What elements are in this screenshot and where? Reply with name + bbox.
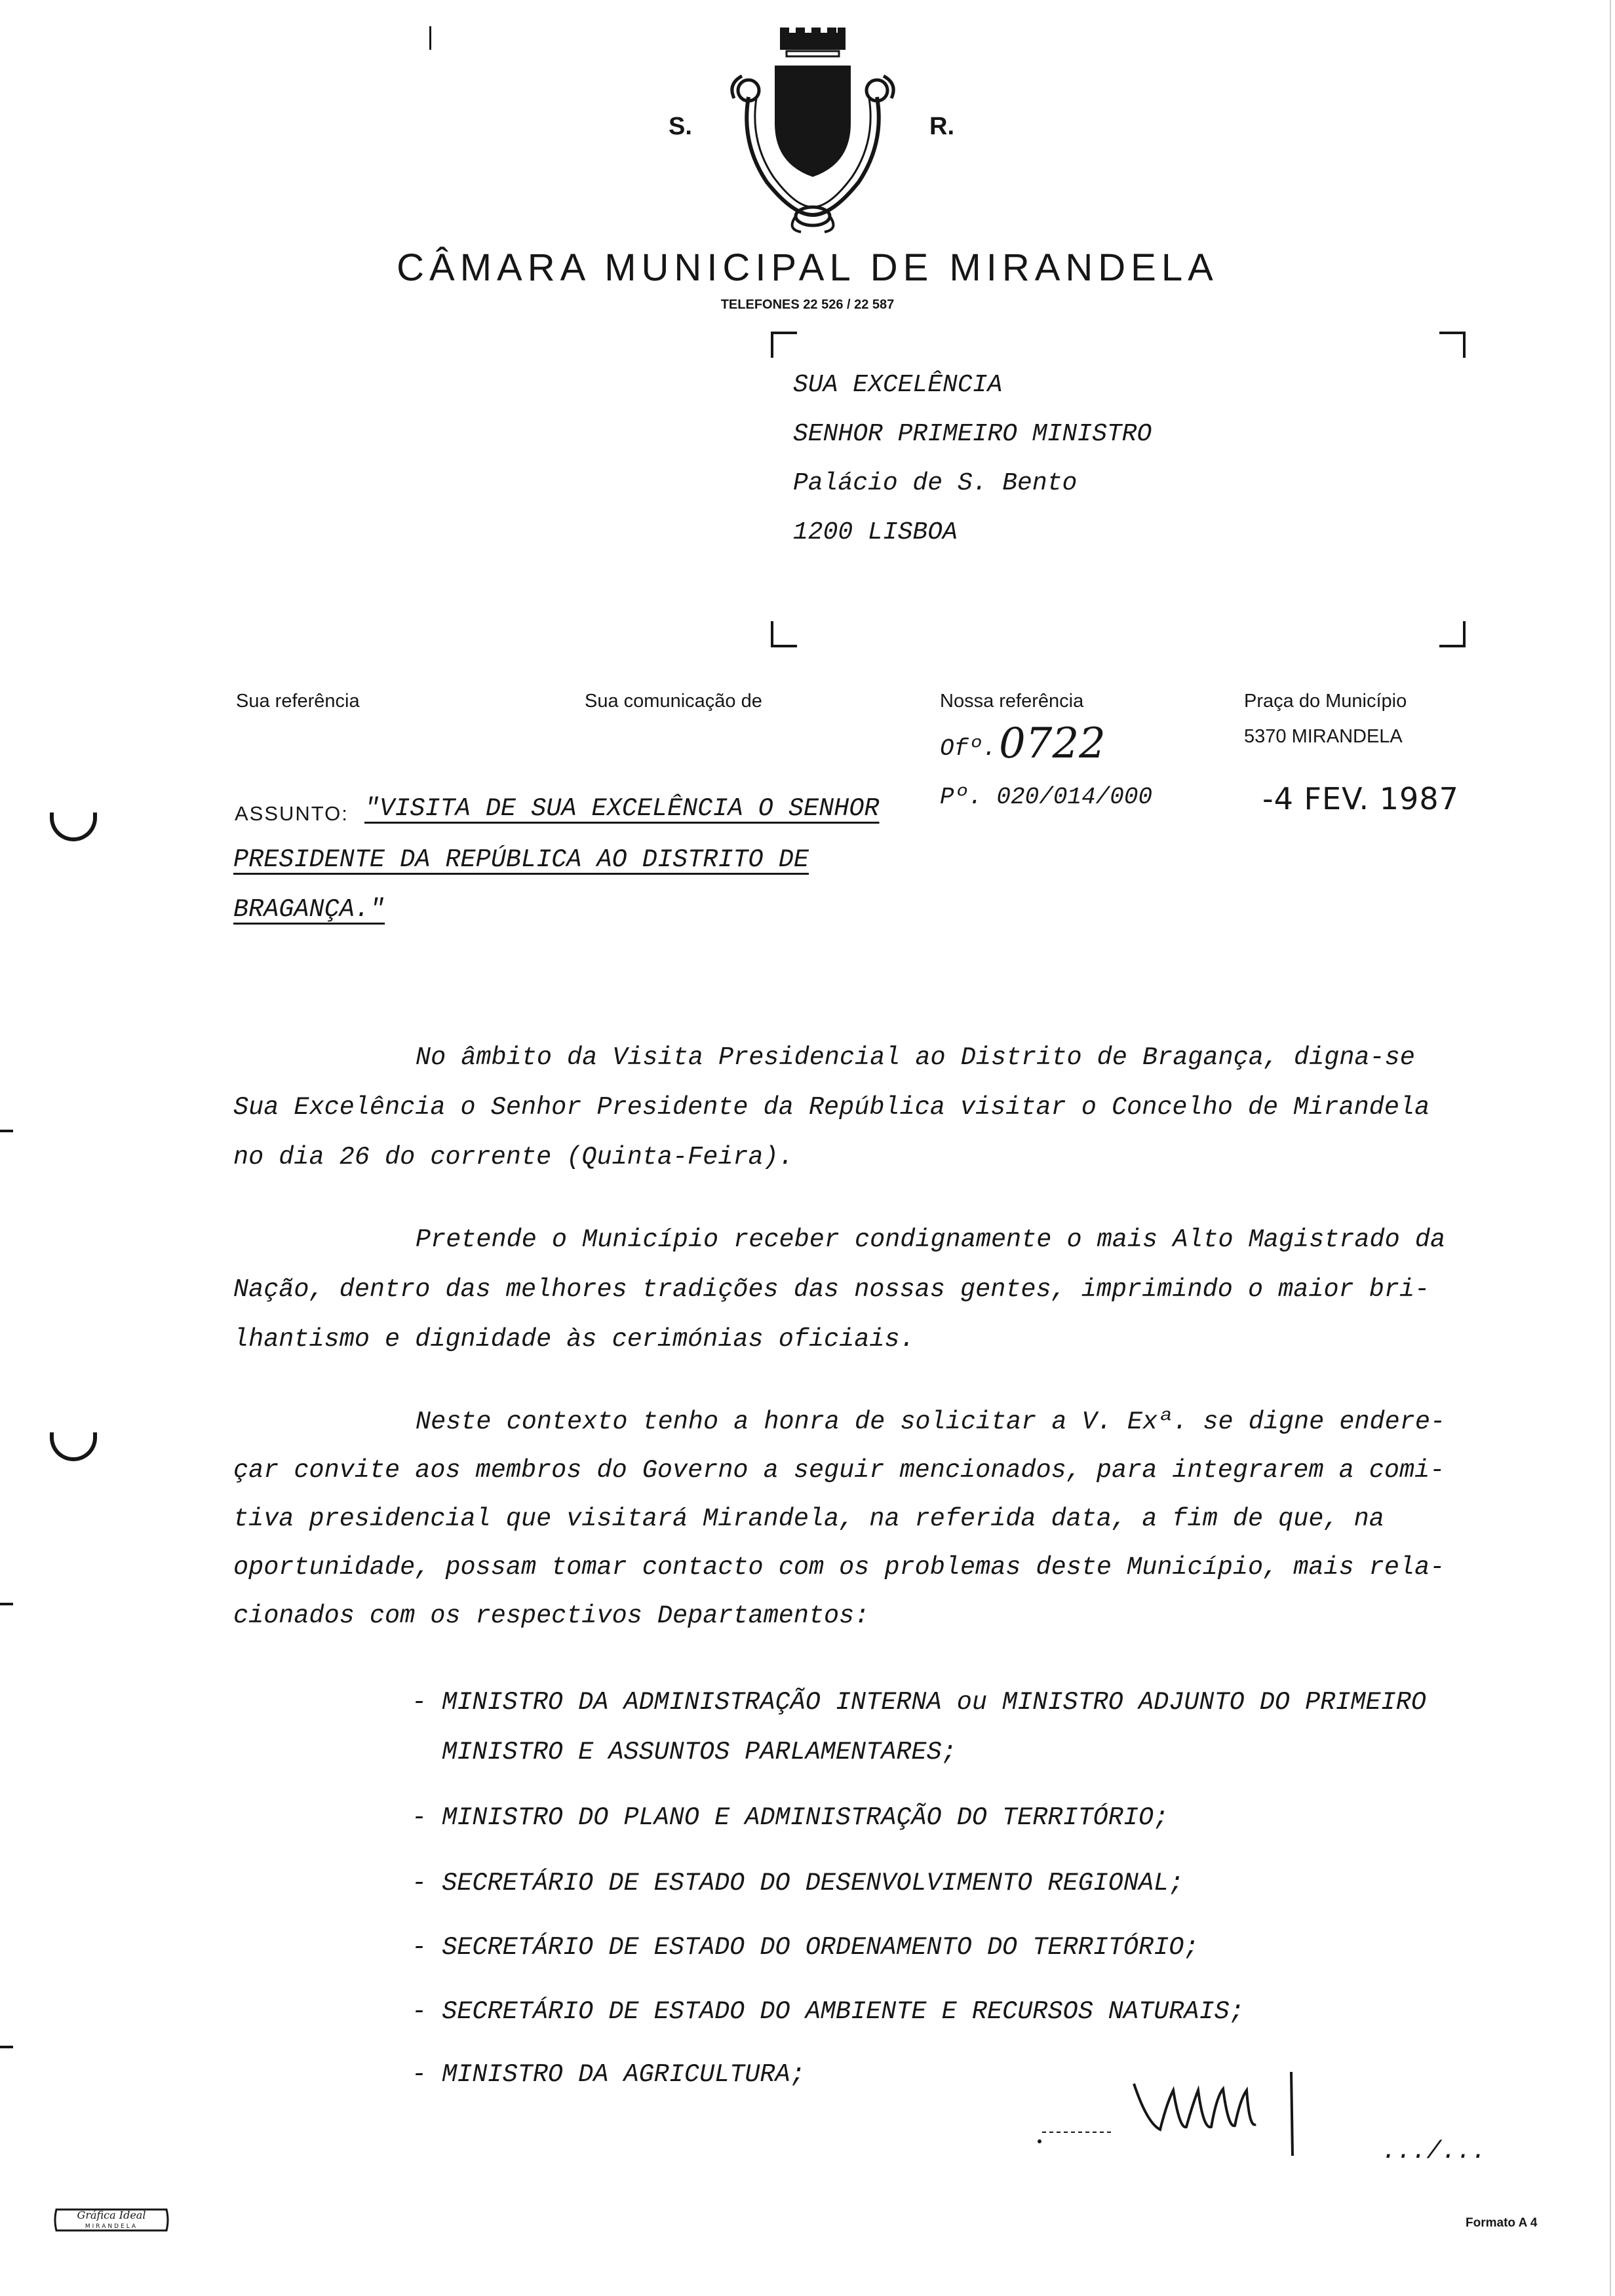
paragraph-1-line-3: no dia 26 do corrente (Quinta-Feira). [233, 1143, 794, 1172]
top-scan-mark [429, 26, 431, 50]
date-stamp: -4 FEV. 1987 [1262, 781, 1459, 816]
recipient-line-2: SENHOR PRIMEIRO MINISTRO [793, 420, 1152, 448]
subject-line-3: BRAGANÇA." [233, 895, 385, 924]
paragraph-3-line-3: tiva presidencial que visitará Mirandela, na referida data, a fim de que, na [233, 1504, 1384, 1533]
paragraph-2-line-1: Pretende o Município receber condignamente o mais Alto Magistrado da [416, 1225, 1446, 1254]
list-item-5: - SECRETÁRIO DE ESTADO DO AMBIENTE E RECURSOS NATURAIS; [412, 1997, 1245, 2026]
telephone-numbers: TELEFONES 22 526 / 22 587 [720, 297, 895, 312]
address-corner-top-right [1439, 332, 1466, 358]
paragraph-2-line-2: Nação, dentro das melhores tradições das nossas gentes, imprimindo o maior bri- [233, 1275, 1430, 1304]
list-item-6: - MINISTRO DA AGRICULTURA; [412, 2060, 806, 2089]
organization-name: CÂMARA MUNICIPAL DE MIRANDELA [397, 246, 1218, 289]
paragraph-1-line-2: Sua Excelência o Senhor Presidente da República visitar o Concelho de Mirandela [233, 1093, 1430, 1122]
your-reference-label: Sua referência [236, 691, 360, 712]
list-item-1-continued: MINISTRO E ASSUNTOS PARLAMENTARES; [412, 1738, 957, 1767]
paragraph-3-line-5: cionados com os respectivos Departamentos: [233, 1601, 870, 1630]
address-corner-bottom-left [771, 621, 797, 647]
continuation-marker: .../... [1382, 2137, 1487, 2166]
paragraph-2-line-3: lhantismo e dignidade às cerimónias oficiais. [233, 1325, 915, 1354]
paragraph-3-line-1: Neste contexto tenho a honra de solicitar a V. Exª. se digne endere- [416, 1407, 1446, 1436]
address-corner-bottom-right [1439, 621, 1466, 647]
municipal-coat-of-arms [708, 25, 918, 235]
margin-tick-2 [0, 1603, 13, 1605]
svg-text:MIRANDELA: MIRANDELA [85, 2223, 138, 2230]
paragraph-1-line-1: No âmbito da Visita Presidencial ao Distrito de Bragança, digna-se [416, 1043, 1415, 1072]
letterhead-initial-s: S. [669, 113, 692, 140]
handwritten-initials [1036, 2064, 1324, 2162]
punch-hole-top [50, 813, 97, 841]
oficio-prefix: Ofº. [940, 735, 997, 762]
paragraph-3-line-4: oportunidade, possam tomar contacto com os problemas deste Município, mais rela- [233, 1553, 1445, 1582]
subject-label: ASSUNTO: [235, 802, 349, 825]
list-item-1: - MINISTRO DA ADMINISTRAÇÃO INTERNA ou MINISTRO ADJUNTO DO PRIMEIRO [412, 1688, 1426, 1717]
sender-address-line-2: 5370 MIRANDELA [1244, 726, 1403, 747]
recipient-line-1: SUA EXCELÊNCIA [793, 371, 1003, 399]
list-item-4: - SECRETÁRIO DE ESTADO DO ORDENAMENTO DO TERRITÓRIO; [412, 1933, 1199, 1962]
letterhead-initial-r: R. [929, 113, 954, 140]
sender-address-line-1: Praça do Município [1244, 691, 1407, 712]
right-scan-edge [1610, 0, 1611, 2296]
list-item-3: - SECRETÁRIO DE ESTADO DO DESENVOLVIMENTO REGIONAL; [412, 1869, 1184, 1898]
margin-tick-3 [0, 2046, 13, 2048]
process-number: Pº. 020/014/000 [940, 784, 1153, 811]
list-item-2: - MINISTRO DO PLANO E ADMINISTRAÇÃO DO TERRITÓRIO; [412, 1803, 1169, 1832]
address-corner-top-left [771, 332, 797, 358]
subject-line-2: PRESIDENTE DA REPÚBLICA AO DISTRITO DE [233, 845, 809, 874]
subject-line-1: "VISITA DE SUA EXCELÊNCIA O SENHOR [364, 794, 880, 823]
paper-format-label: Formato A 4 [1466, 2216, 1538, 2230]
oficio-number-handwritten: 0722 [999, 719, 1106, 768]
paragraph-3-line-2: çar convite aos membros do Governo a seguir mencionados, para integrarem a comi- [233, 1456, 1445, 1485]
recipient-line-3: Palácio de S. Bento [793, 469, 1078, 497]
svg-text:Gráfica Ideal: Gráfica Ideal [77, 2209, 146, 2221]
your-communication-label: Sua comunicação de [585, 691, 762, 712]
printer-imprint-logo [52, 2204, 170, 2236]
punch-hole-bottom [50, 1432, 97, 1461]
our-reference-label: Nossa referência [940, 691, 1084, 712]
margin-tick-1 [0, 1130, 13, 1132]
recipient-line-4: 1200 LISBOA [793, 518, 958, 546]
